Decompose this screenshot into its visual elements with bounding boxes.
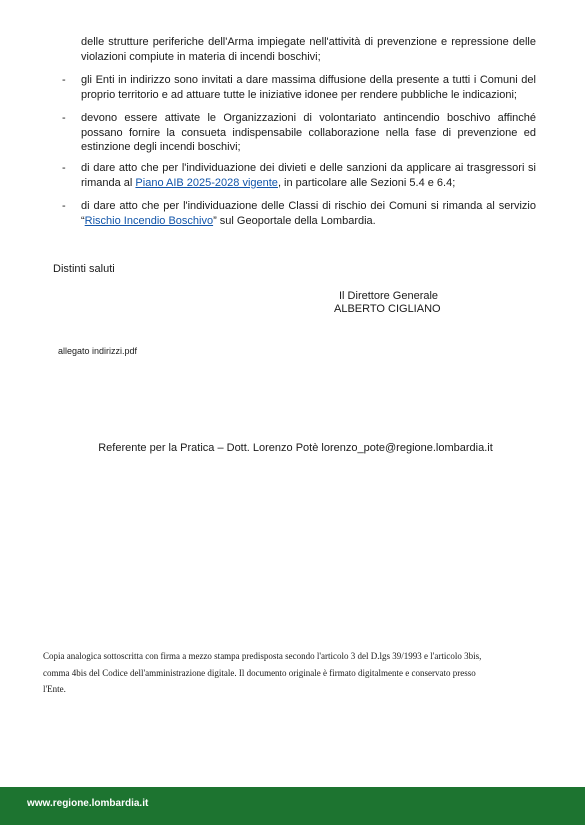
attachment-filename: allegato indirizzi.pdf xyxy=(58,346,138,356)
referent-line: Referente per la Pratica – Dott. Lorenzo Potè lorenzo_pote@regione.lombardia.it xyxy=(98,442,493,454)
bullet-text: gli Enti in indirizzo sono invitati a dare massima diffusione della presente a tutti i Comuni del proprio territorio e ad attuare tutte le iniziative idonee per rendere pubbliche le indicazioni; xyxy=(81,74,536,101)
signature-title: Il Direttore Generale xyxy=(339,290,439,302)
piano-aib-link[interactable]: Piano AIB 2025-2028 vigente xyxy=(135,176,278,189)
bullet-dash: - xyxy=(62,200,66,212)
bullet-dash: - xyxy=(62,162,66,174)
bullet-text-after: , in particolare alle Sezioni 5.4 e 6.4; xyxy=(277,176,456,189)
signature-name: ALBERTO CIGLIANO xyxy=(334,303,441,315)
rischio-incendio-link[interactable]: Rischio Incendio Boschivo xyxy=(84,214,214,227)
legal-note: Copia analogica sottoscritta con firma a mezzo stampa predisposta secondo l'articolo 3 del D.lgs 39/1993 e l'articolo 3bis, comma 4bis del Codice dell'amministrazione digitale. Il documento originale è firmato digitalmente e conservato presso l'Ente. xyxy=(43,651,482,694)
footer-bar xyxy=(0,787,585,825)
bullet-text-after: ” sul Geoportale della Lombardia. xyxy=(213,214,376,227)
bullet-dash: - xyxy=(62,74,66,86)
bullet-text xyxy=(81,161,536,190)
bullet-text xyxy=(81,199,536,228)
footer-website[interactable]: www.regione.lombardia.it xyxy=(27,798,149,809)
bullet-text-before: di dare atto che per l'individuazione delle Classi di rischio dei Comuni si rimanda al servizio “ xyxy=(81,200,536,227)
continuation-paragraph: delle strutture periferiche dell'Arma impiegate nell'attività di prevenzione e repressione delle violazioni compiute in materia di incendi boschivi; xyxy=(81,36,536,63)
bullet-text: devono essere attivate le Organizzazioni di volontariato antincendio boschivo affinché possano fornire la consueta indispensabile collaborazione nella fase di prevenzione ed estinzione degli incendi boschivi; xyxy=(81,112,536,153)
bullet-text-before: di dare atto che per l'individuazione dei divieti e delle sanzioni da applicare ai trasgressori si rimanda al xyxy=(81,162,536,189)
salutation: Distinti saluti xyxy=(53,263,115,275)
bullet-dash: - xyxy=(62,112,66,124)
